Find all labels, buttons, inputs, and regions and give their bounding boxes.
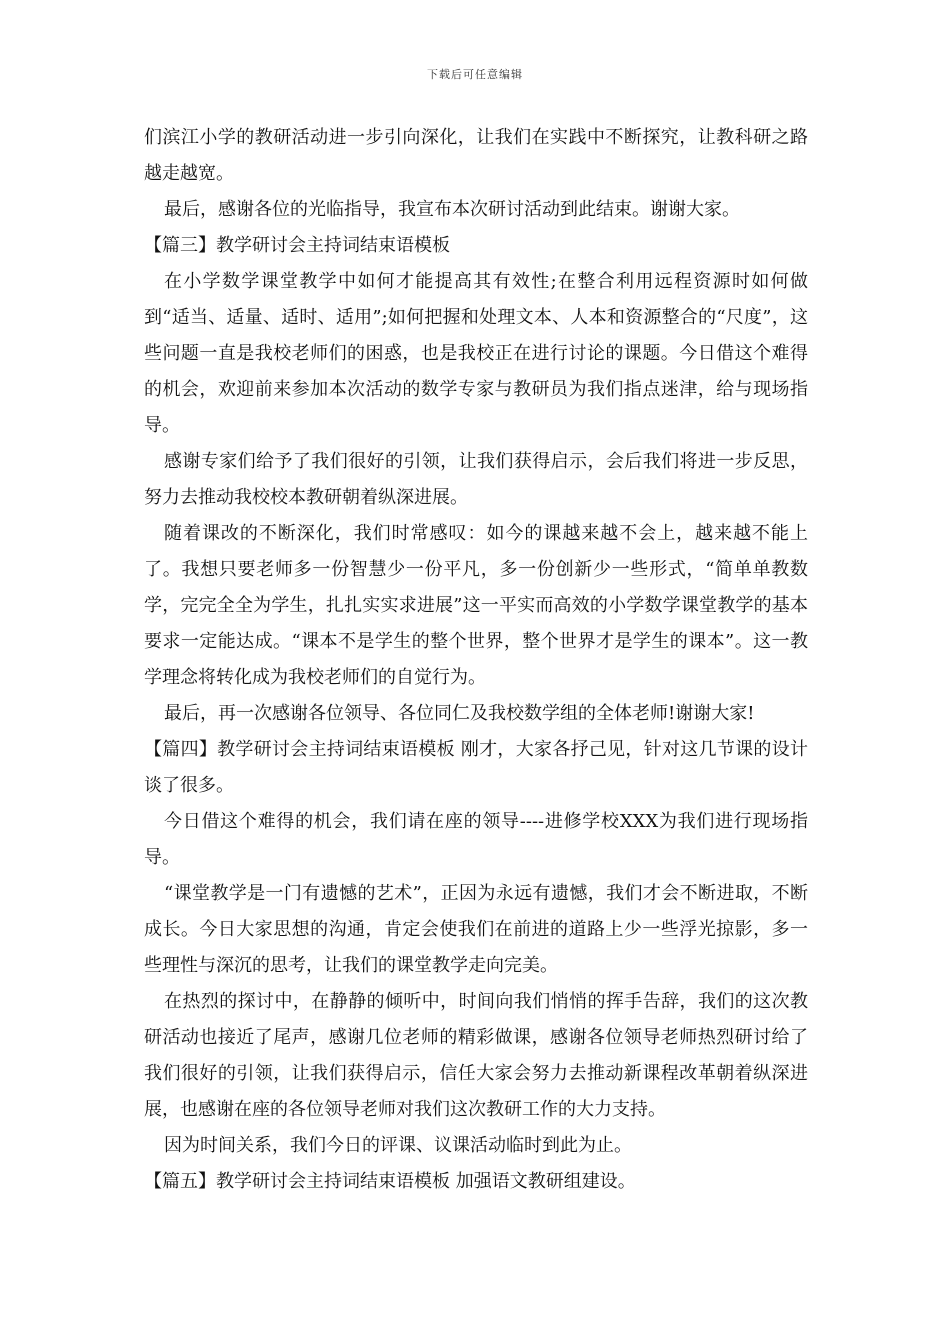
paragraph: “课堂教学是一门有遗憾的艺术”，正因为永远有遗憾，我们才会不断进取，不断成长。今日大家思想的沟通，肯定会使我们在前进的道路上少一些浮光掠影，多一些理性与深沉的思考，让我们的课堂教学走向完美。 [144, 883, 808, 976]
paragraph: 在热烈的探讨中，在静静的倾听中，时间向我们悄悄的挥手告辞，我们的这次教研活动也接近了尾声，感谢几位老师的精彩做课，感谢各位领导老师热烈研讨给了我们很好的引领，让我们获得启示，信任大家会努力去推动新课程改革朝着纵深进展，也感谢在座的各位领导老师对我们这次教研工作的大力支持。 [144, 991, 808, 1120]
document-body [144, 120, 808, 1200]
paragraph: 今日借这个难得的机会，我们请在座的领导----进修学校XXX为我们进行现场指导。 [144, 811, 808, 868]
page-header: 下载后可任意编辑 [427, 68, 523, 81]
paragraph: 最后，感谢各位的光临指导，我宣布本次研讨活动到此结束。谢谢大家。 [164, 199, 740, 220]
paragraph: 【篇五】教学研讨会主持词结束语模板 加强语文教研组建设。 [144, 1171, 636, 1192]
paragraph: 【篇三】教学研讨会主持词结束语模板 [144, 235, 450, 256]
paragraph: 在小学数学课堂教学中如何才能提高其有效性;在整合利用远程资源时如何做到“适当、适量、适时、适用”;如何把握和处理文本、人本和资源整合的“尺度”，这些问题一直是我校老师们的困惑，也是我校正在进行讨论的课题。今日借这个难得的机会，欢迎前来参加本次活动的数学专家与教研员为我们指点迷津，给与现场指导。 [144, 271, 808, 436]
paragraph: 【篇四】教学研讨会主持词结束语模板 刚才，大家各抒己见，针对这几节课的设计谈了很多。 [144, 739, 808, 796]
paragraph: 因为时间关系，我们今日的评课、议课活动临时到此为止。 [164, 1135, 632, 1156]
paragraph: 随着课改的不断深化，我们时常感叹：如今的课越来越不会上，越来越不能上了。我想只要老师多一份智慧少一份平凡，多一份创新少一些形式，“简单单教数学，完完全全为学生，扎扎实实求进展”这一平实而高效的小学数学课堂教学的基本要求一定能达成。“课本不是学生的整个世界，整个世界才是学生的课本”。这一教学理念将转化成为我校老师们的自觉行为。 [144, 523, 808, 688]
paragraph: 最后，再一次感谢各位领导、各位同仁及我校数学组的全体老师!谢谢大家! [164, 703, 755, 724]
paragraph: 感谢专家们给予了我们很好的引领，让我们获得启示，会后我们将进一步反思，努力去推动我校校本教研朝着纵深进展。 [144, 451, 808, 508]
paragraph: 们滨江小学的教研活动进一步引向深化，让我们在实践中不断探究，让教科研之路越走越宽。 [144, 127, 808, 184]
